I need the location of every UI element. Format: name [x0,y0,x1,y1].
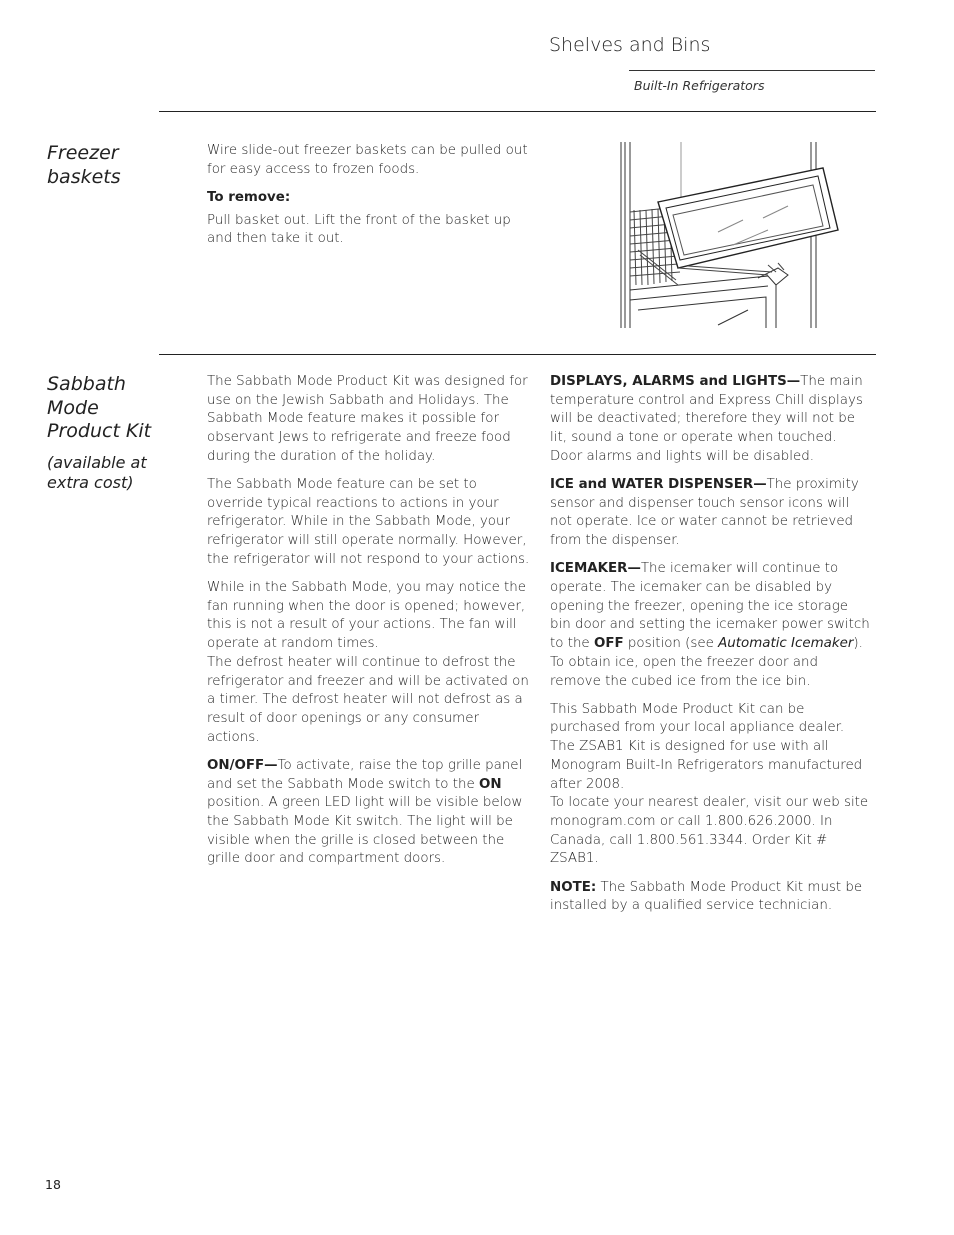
section-divider-top [159,111,876,112]
freezer-basket-illustration [618,140,843,330]
heading-line: Product Kit [47,420,152,442]
sabbath-left-column [207,373,533,879]
heading-line: baskets [47,165,121,188]
purchase-text: This Sabbath Mode Product Kit can be purchased from your local appliance dealer. The ZSAB1 Kit is designed for use with all Monogram Built-In Refrigerators manufactured after 2008. [550,701,863,792]
on-keyword: ON [478,776,502,792]
header-divider [629,70,875,71]
heading-line: Mode [47,396,99,419]
page-section-subtitle: Built-In Refrigerators [634,78,765,93]
sabbath-override-paragraph: The Sabbath Mode feature can be set to override typical reactions to actions in your refrigerator. While in the Sabbath Mode, your refrigerator will still operate normally. However, the refrigerator will not respond to your actions. [207,477,530,567]
icemaker-label: ICEMAKER— [550,561,641,577]
heading-line: Freezer [47,142,119,164]
remove-heading-label: To remove: [207,189,291,205]
defrost-text: The defrost heater will continue to defrost the refrigerator and freezer and will be activated on a timer. The defrost heater will not defrost as a result of door openings or any consumer actions. [207,654,529,745]
page-section-title: Shelves and Bins [549,34,711,56]
off-keyword: OFF [593,636,624,652]
ice-water-paragraph [550,476,872,551]
sabbath-onoff-paragraph [207,757,533,869]
displays-paragraph [550,373,872,467]
sabbath-intro-paragraph: The Sabbath Mode Product Kit was designed for use on the Jewish Sabbath and Holidays. The Sabbath Mode feature makes it possible for observant Jews to refrigerate and freeze food during the duration of the holiday. [207,374,528,464]
icemaker-paragraph [550,560,872,691]
icemaker-text-continued: position (see [623,636,719,652]
section-divider-middle [159,354,876,355]
sabbath-mode-heading [47,373,151,444]
page-number: 18 [45,1177,61,1192]
freezer-baskets-body [207,142,529,259]
note-paragraph [550,879,872,916]
freezer-intro-paragraph: Wire slide-out freezer baskets can be pulled out for easy access to frozen foods. [207,143,528,177]
ice-water-text: The proximity sensor and dispenser touch sensor icons will not operate. Ice or water cannot be retrieved from the dispenser. [550,477,859,549]
displays-text: The main temperature control and Express Chill displays will be deactivated; therefore they will not be lit, sound a tone or operate when touched. Door alarms and lights will be disabled. [550,374,863,464]
dealer-contact-text: To locate your nearest dealer, visit our web site monogram.com or call 1.800.626.2000. In Canada, call 1.800.561.3344. Order Kit # ZSAB1. [550,795,869,867]
fan-text: While in the Sabbath Mode, you may notice the fan running when the door is opened; however, this is not a result of your actions. The fan will operate at random times. [207,580,527,652]
ice-water-label: ICE and WATER DISPENSER— [550,477,767,493]
note-line: (available at [47,453,147,472]
freezer-baskets-heading [47,142,121,189]
sabbath-right-column [550,373,872,925]
displays-label: DISPLAYS, ALARMS and LIGHTS— [550,374,801,389]
onoff-text-continued: position. A green LED light will be visible below the Sabbath Mode Kit switch. The light will be visible when the grille is closed between the grille door and compartment doors. [207,795,523,867]
note-label: NOTE: [550,879,597,895]
availability-note [47,453,147,493]
icemaker-text: The icemaker will continue to operate. The icemaker can be disabled by opening the freezer, opening the ice storage bin door and setting the icemaker power switch to the [550,561,870,652]
sabbath-fan-paragraph [207,579,533,747]
obtain-ice-text: To obtain ice, open the freezer door and remove the cubed ice from the ice bin. [550,654,818,689]
note-line: extra cost) [47,473,134,492]
purchase-paragraph [550,701,872,869]
remove-instructions: Pull basket out. Lift the front of the basket up and then take it out. [207,212,511,247]
automatic-icemaker-reference: Automatic Icemaker [718,636,854,652]
icemaker-text-end: ). [853,636,863,652]
remove-heading [207,189,529,208]
heading-line: Sabbath [47,373,126,395]
onoff-label: ON/OFF— [207,757,278,773]
onoff-text: To activate, raise the top grille panel and set the Sabbath Mode switch to the [207,757,523,792]
note-text: The Sabbath Mode Product Kit must be installed by a qualified service technician. [550,879,863,914]
